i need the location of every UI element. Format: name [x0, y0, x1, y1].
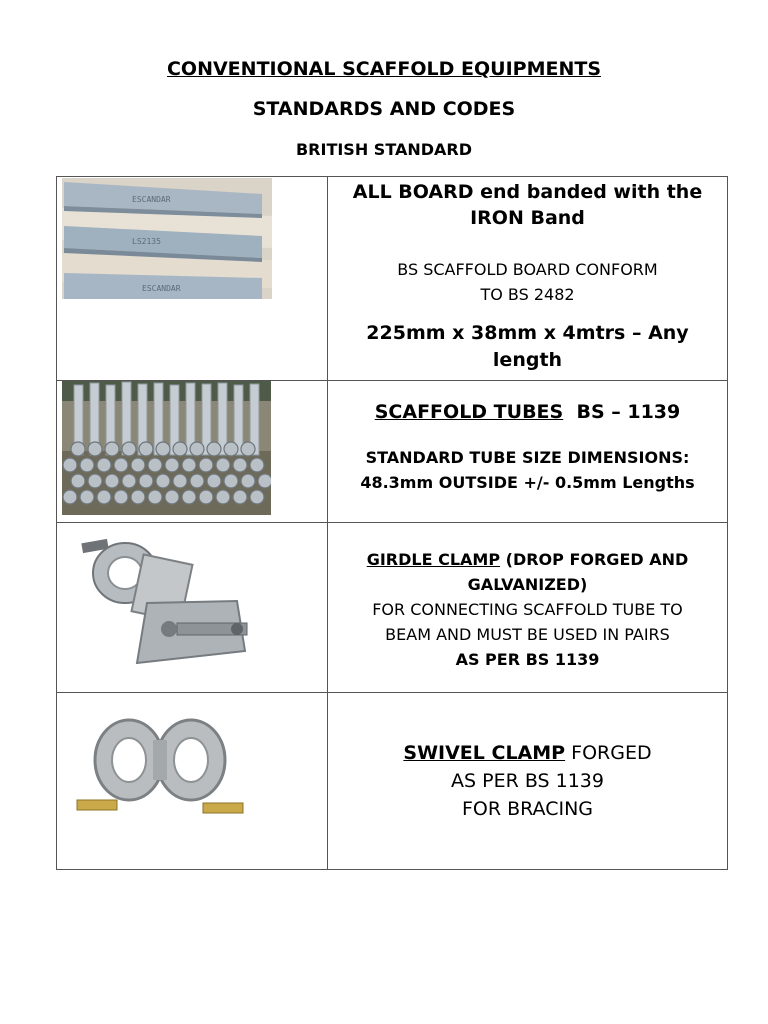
- girdle-line5: AS PER BS 1139: [455, 650, 600, 669]
- image-cell: [57, 177, 328, 381]
- document-subtitle: STANDARDS AND CODES: [252, 98, 516, 120]
- image-cell: [57, 523, 328, 693]
- tubes-title: SCAFFOLD TUBES: [374, 401, 564, 423]
- standard-label: BRITISH STANDARD: [295, 140, 473, 159]
- scaffold-tubes-photo-icon: [62, 381, 271, 515]
- board-heading-line1: ALL BOARD end banded with the: [352, 181, 703, 203]
- girdle-clamp-photo-icon: [77, 531, 257, 681]
- image-cell: [57, 381, 328, 523]
- girdle-clamp-name: GIRDLE CLAMP: [366, 550, 501, 569]
- document-title: CONVENTIONAL SCAFFOLD EQUIPMENTS: [166, 58, 601, 80]
- girdle-clamp-suffix: (DROP FORGED AND: [505, 550, 689, 569]
- board-size-line2: length: [492, 349, 563, 371]
- table-row: [57, 523, 728, 693]
- swivel-line2: AS PER BS 1139: [451, 770, 604, 792]
- tubes-dims-line2: 48.3mm OUTSIDE +/- 0.5mm Lengths: [360, 473, 695, 492]
- girdle-line4: BEAM AND MUST BE USED IN PAIRS: [385, 625, 670, 644]
- girdle-line3: FOR CONNECTING SCAFFOLD TUBE TO: [372, 600, 683, 619]
- tubes-dims-line1: STANDARD TUBE SIZE DIMENSIONS:: [365, 448, 690, 467]
- swivel-line1: [328, 739, 727, 767]
- table-row: [57, 381, 728, 523]
- scaffold-boards-photo-icon: [62, 178, 272, 299]
- swivel-clamp-suffix: FORGED: [571, 742, 652, 764]
- svg-text:LS2135: LS2135: [132, 237, 161, 246]
- girdle-line1: [328, 547, 727, 572]
- table-row: [57, 693, 728, 870]
- board-conform-line1: BS SCAFFOLD BOARD CONFORM: [397, 260, 658, 279]
- image-cell: [57, 693, 328, 870]
- tubes-code: BS – 1139: [576, 401, 681, 423]
- table-row: [57, 177, 728, 381]
- girdle-line2: GALVANIZED): [467, 575, 588, 594]
- equipment-table: [56, 176, 728, 870]
- svg-text:ESCANDAR: ESCANDAR: [132, 195, 171, 204]
- description-cell: [328, 693, 728, 870]
- description-cell: [328, 381, 728, 523]
- board-heading-line2: IRON Band: [470, 207, 585, 229]
- description-cell: [328, 523, 728, 693]
- board-conform-line2: TO BS 2482: [480, 285, 575, 304]
- swivel-clamp-photo-icon: [69, 705, 249, 835]
- swivel-clamp-name: SWIVEL CLAMP: [403, 742, 566, 764]
- swivel-line3: FOR BRACING: [461, 798, 594, 820]
- description-cell: [328, 177, 728, 381]
- svg-text:ESCANDAR: ESCANDAR: [142, 284, 181, 293]
- board-size-line1: 225mm x 38mm x 4mtrs – Any: [366, 322, 689, 344]
